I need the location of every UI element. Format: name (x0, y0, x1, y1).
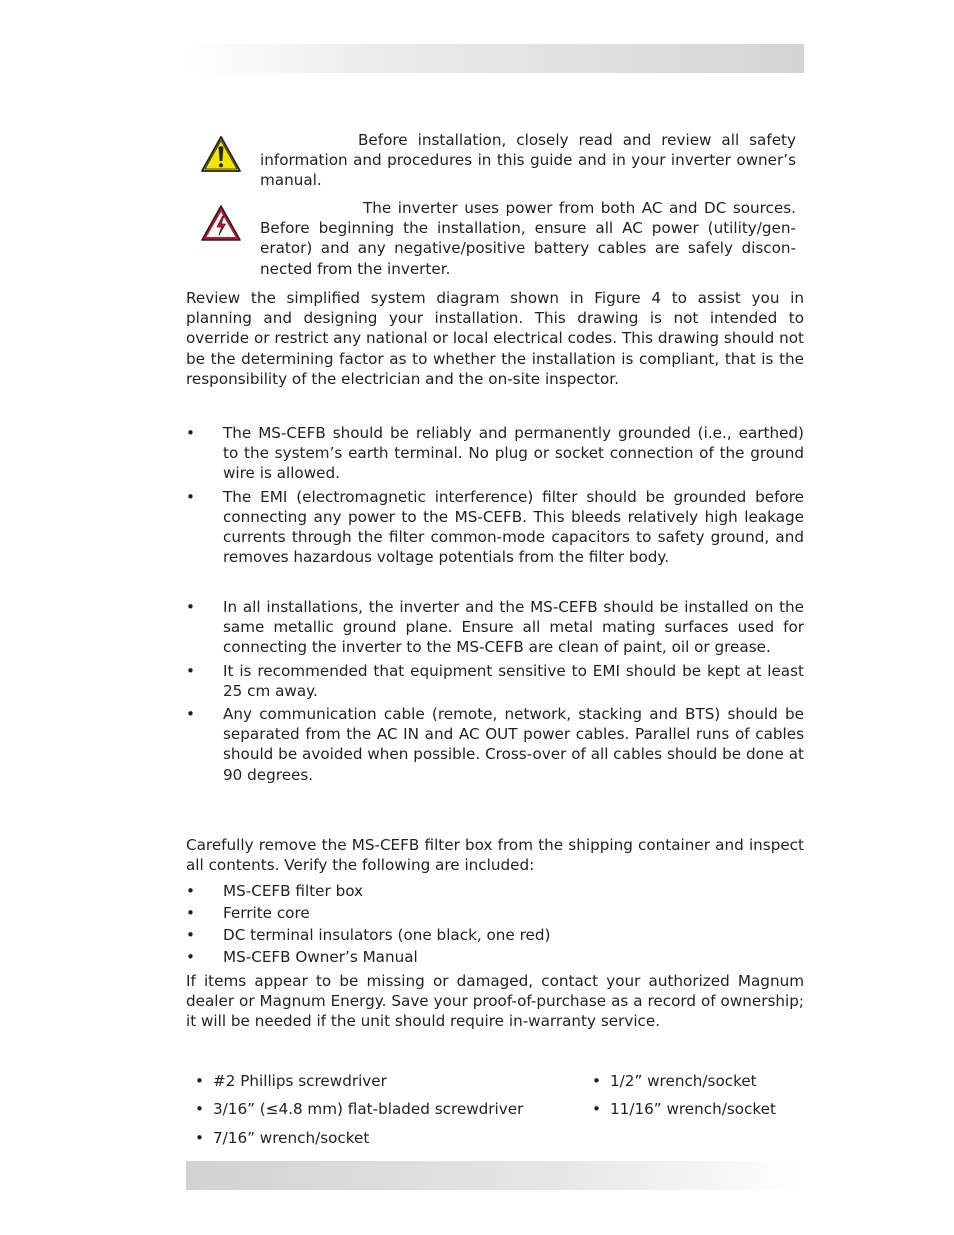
footer-bar (186, 1161, 804, 1190)
header-bar (186, 44, 804, 73)
list-item: • 11/16” wrench/socket (591, 1099, 776, 1127)
tools-list-left (194, 1071, 523, 1156)
grounding-list (186, 423, 804, 567)
list-item: • MS-CEFB Owner’s Manual (186, 946, 804, 968)
list-item: • 1/2” wrench/socket (591, 1071, 776, 1099)
tools-list-right (591, 1071, 776, 1128)
caution-text: Before installation, closely read and review all safety information and procedures in this guide and in your inverter owner’s manual. (260, 131, 796, 190)
list-item: • 7/16” wrench/socket (194, 1128, 523, 1156)
caution-triangle-icon (200, 135, 242, 173)
list-item: • MS-CEFB filter box (186, 880, 804, 902)
warning-text: The inverter uses power from both AC and DC sources. Before beginning the installation, ensure all AC power (utility/gen-erator) and any negative/positive battery cables are safely discon-nected from the inverter. (260, 199, 796, 278)
list-item: • 3/16” (≤4.8 mm) flat-bladed screwdriver (194, 1099, 523, 1127)
electric-shock-icon (200, 204, 242, 242)
unpacking-paragraph: Carefully remove the MS-CEFB filter box from the shipping container and inspect all contents. Verify the following are included: (186, 836, 804, 875)
list-item: • The EMI (electromagnetic interference) filter should be grounded before connecting any power to the MS-CEFB. This bleeds relatively high leakage currents through the filter common-mode capacitors to safety ground, and removes hazardous voltage potentials from the filter body. (186, 487, 804, 568)
list-item: • The MS-CEFB should be reliably and permanently grounded (i.e., earthed) to the system’s earth terminal. No plug or socket connection of the ground wire is allowed. (186, 423, 804, 484)
list-item: • It is recommended that equipment sensitive to EMI should be kept at least 25 cm away. (186, 661, 804, 701)
list-item: • Any communication cable (remote, network, stacking and BTS) should be separated from the AC IN and AC OUT power cables. Parallel runs of cables should be avoided when possible. Cross-over of all cables should be done at 90 degrees. (186, 704, 804, 785)
list-item: • DC terminal insulators (one black, one red) (186, 924, 804, 946)
list-item: • Ferrite core (186, 902, 804, 924)
emi-list (186, 597, 804, 785)
list-item: • #2 Phillips screwdriver (194, 1071, 523, 1099)
contents-list (186, 880, 804, 968)
intro-paragraph: Review the simplified system diagram shown in Figure 4 to assist you in planning and designing your installation. This drawing is not intended to override or restrict any national or local electrical codes. This drawing should not be the determining factor as to whether the installation is compliant, that is the responsibility of the electrician and the on-site inspector. (186, 289, 804, 388)
list-item: • In all installations, the inverter and the MS-CEFB should be installed on the same metallic ground plane. Ensure all metal mating surfaces used for connecting the inverter to the MS-CEFB are clean of paint, oil or grease. (186, 597, 804, 658)
missing-items-paragraph: If items appear to be missing or damaged, contact your authorized Magnum dealer or Magnum Energy. Save your proof-of-purchase as a record of ownership; it will be needed if the unit should require in-warranty service. (186, 972, 804, 1031)
